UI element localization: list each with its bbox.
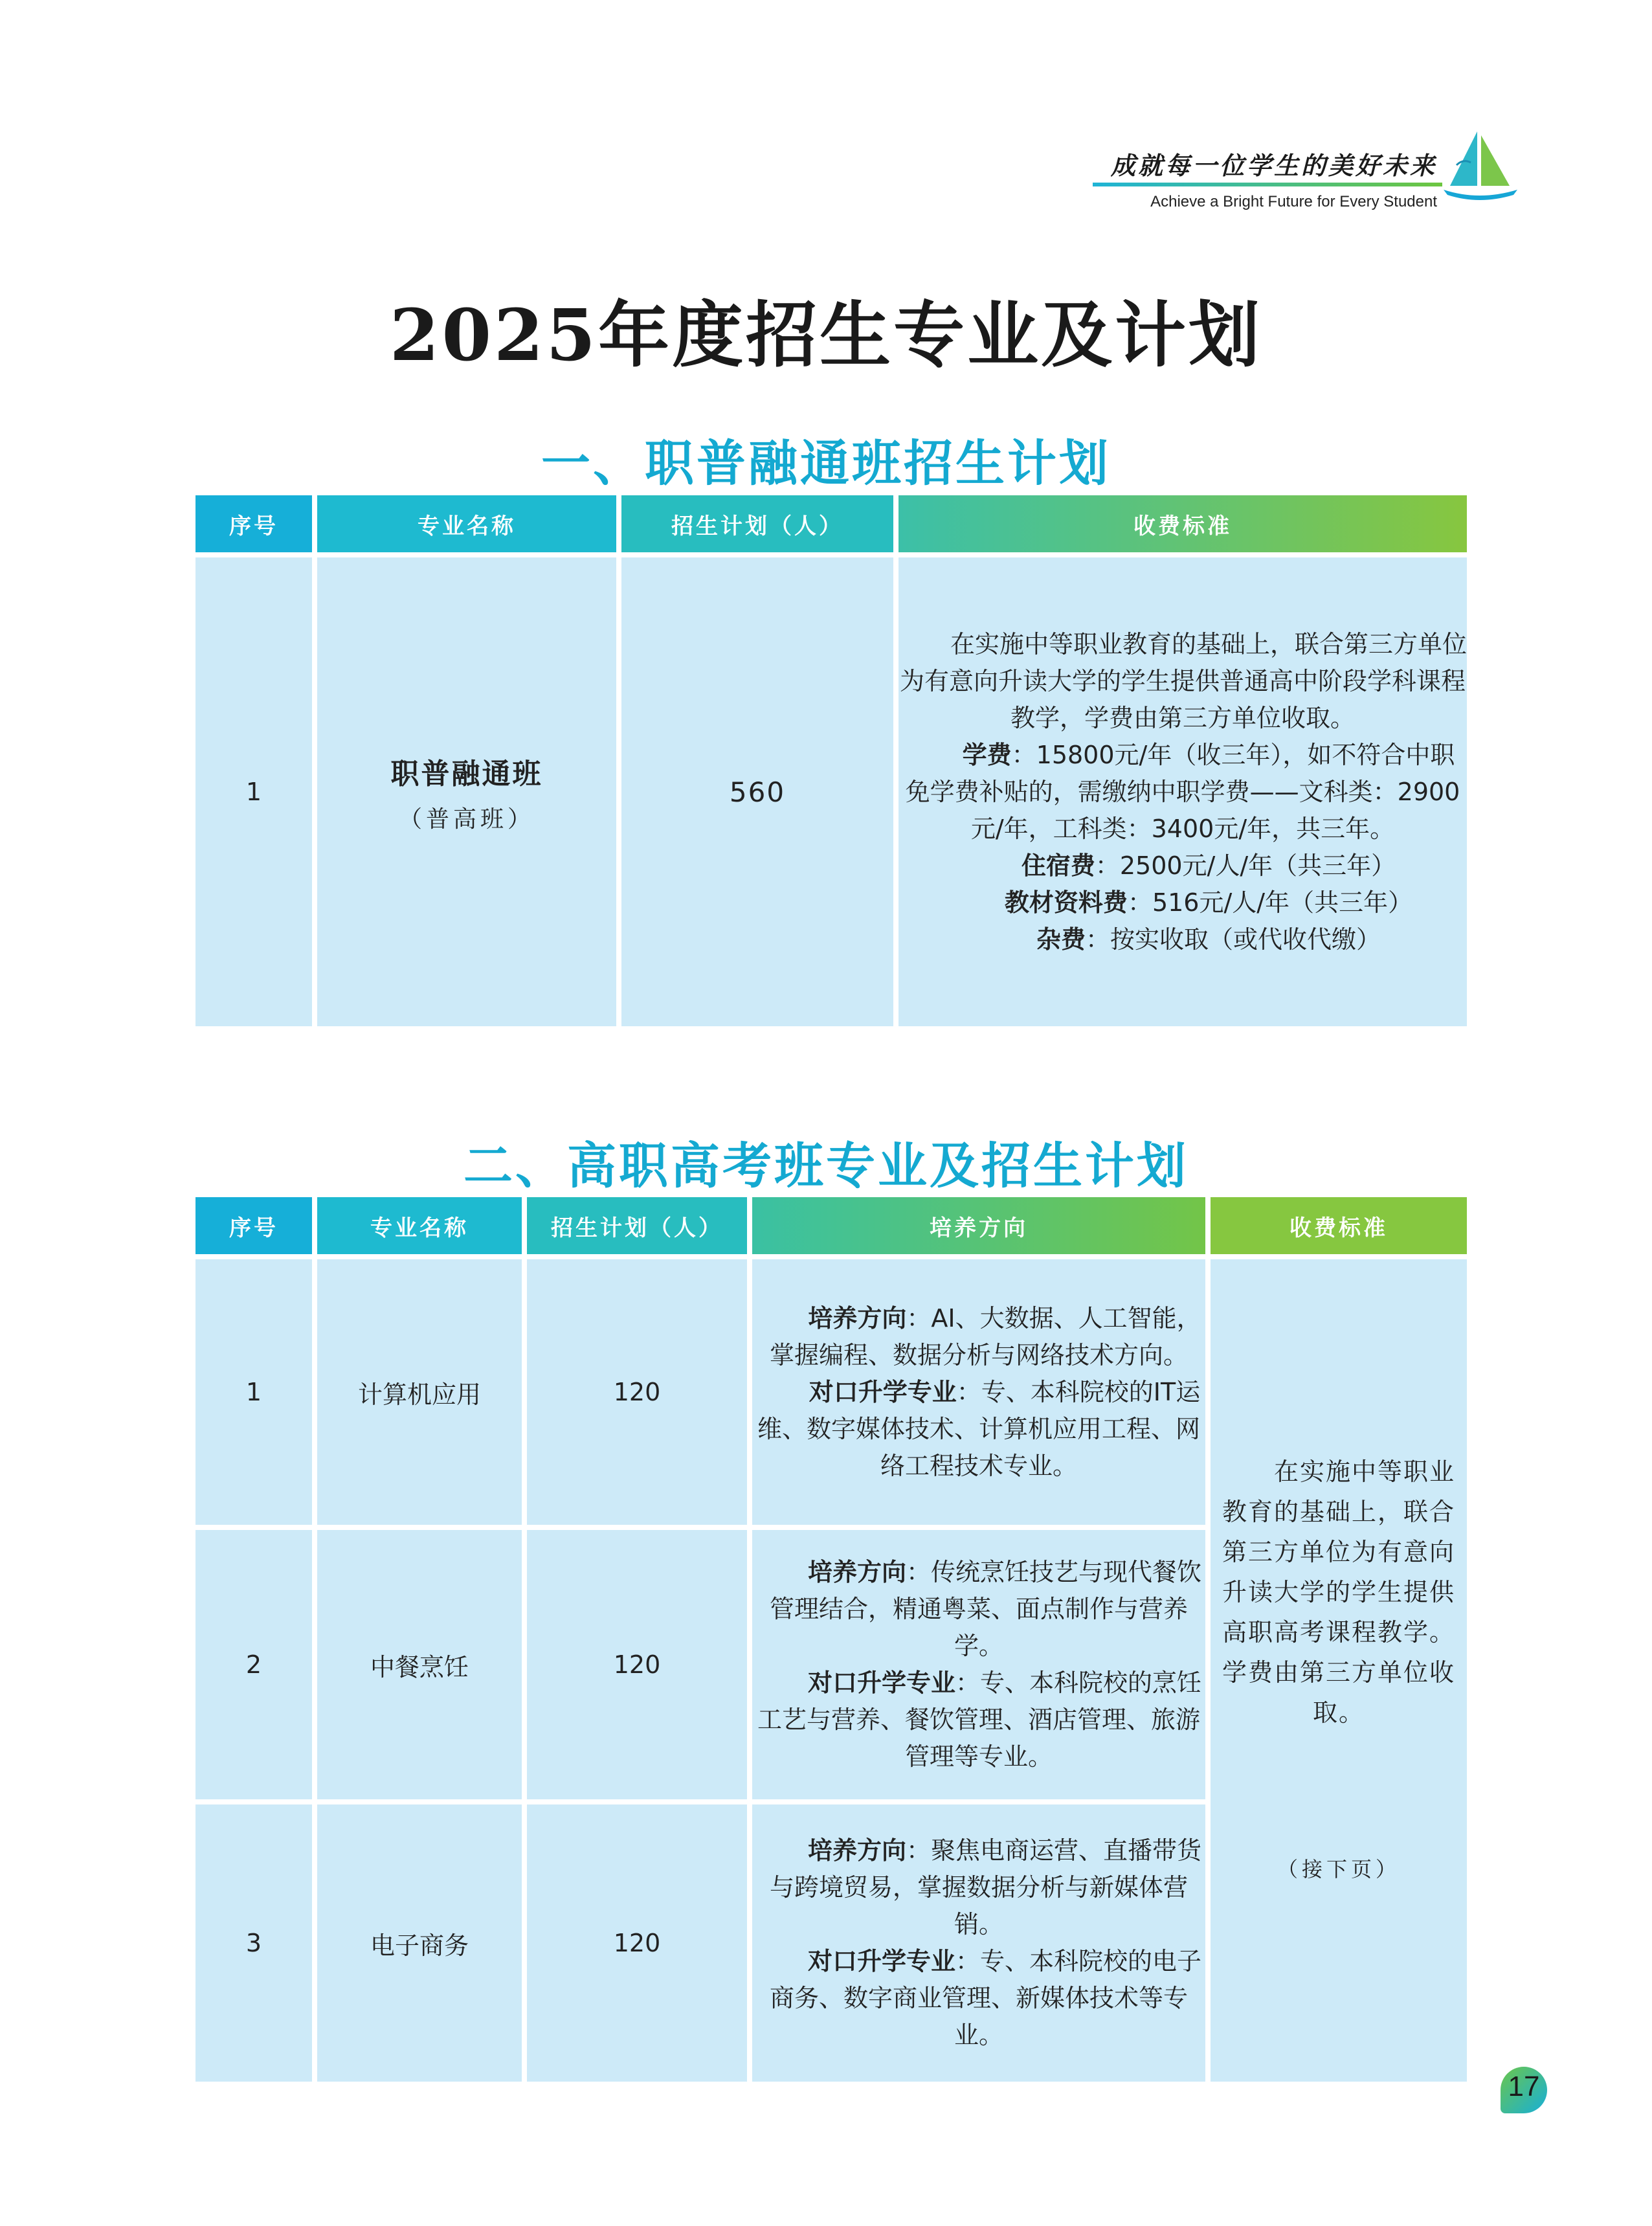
col-header-no: 序号: [195, 1197, 312, 1254]
page-title: 2025年度招生专业及计划: [389, 293, 1263, 377]
header-rule: [1093, 183, 1442, 186]
col-header-plan: 招生计划（人）: [621, 495, 893, 552]
fee-misc: 杂费：按实收取（或代收代缴）: [1036, 925, 1381, 954]
continued-note: （接下页）: [1277, 1857, 1400, 1882]
row-no: 2: [195, 1530, 312, 1799]
major-name: 中餐烹饪: [317, 1530, 522, 1799]
fee-description: [899, 557, 1467, 1026]
table-row: [195, 557, 1467, 1026]
row-no: 1: [195, 1259, 312, 1525]
section1-title: 一、职普融通班招生计划: [541, 434, 1111, 492]
col-header-name: 专业名称: [317, 1197, 522, 1254]
col-header-no: 序号: [195, 495, 312, 552]
major-name: 电子商务: [317, 1804, 522, 2082]
row-no: 1: [195, 557, 312, 1026]
program-name: 职普融通班: [390, 757, 543, 791]
fee-materials: 教材资料费：516元/人/年（共三年）: [1004, 888, 1413, 917]
col-header-plan: 招生计划（人）: [527, 1197, 747, 1254]
fee-tuition: 学费：15800元/年（收三年），如不符合中职免学费补贴的，需缴纳中职学费——文科类：2900元/年，工科类：3400元/年，共三年。: [905, 740, 1460, 843]
col-header-direction: 培养方向: [752, 1197, 1205, 1254]
higher-vocational-table: [190, 1192, 1472, 2087]
page-number: 17: [1501, 2067, 1547, 2113]
enroll-plan: 120: [527, 1259, 747, 1525]
fee-standard: [1211, 1259, 1467, 2082]
fee-standard-text: 在实施中等职业教育的基础上，联合第三方单位为有意向升读大学的学生提供高职高考课程教学。学费由第三方单位收取。: [1222, 1457, 1455, 1727]
sailboat-logo-icon: [1437, 126, 1521, 204]
header-slogan-en: Achieve a Bright Future for Every Student: [1150, 193, 1437, 210]
col-header-name: 专业名称: [317, 495, 616, 552]
enroll-plan: 560: [621, 557, 893, 1026]
enroll-plan: 120: [527, 1804, 747, 2082]
training-direction: 培养方向：AI、大数据、人工智能，掌握编程、数据分析与网络技术方向。 对口升学专业：专、本科院校的IT运维、数字媒体技术、计算机应用工程、网络工程技术专业。: [752, 1259, 1205, 1525]
major-name: 计算机应用: [317, 1259, 522, 1525]
program-subname: （普高班）: [398, 805, 535, 833]
section2-title: 二、高职高考班专业及招生计划: [463, 1137, 1189, 1195]
fee-intro: 在实施中等职业教育的基础上，联合第三方单位为有意向升读大学的学生提供普通高中阶段学科课程教学，学费由第三方单位收取。: [899, 629, 1468, 732]
training-direction: 培养方向：聚焦电商运营、直播带货与跨境贸易，掌握数据分析与新媒体营销。 对口升学专业：专、本科院校的电子商务、数字商业管理、新媒体技术等专业。: [752, 1804, 1205, 2082]
col-header-fee: 收费标准: [899, 495, 1467, 552]
table-row: [195, 1259, 1467, 1525]
program-name-cell: [317, 557, 616, 1026]
col-header-fee: 收费标准: [1211, 1197, 1467, 1254]
vocational-general-table: [190, 490, 1472, 1031]
header-slogan-cn: 成就每一位学生的美好未来: [1110, 151, 1437, 180]
enroll-plan: 120: [527, 1530, 747, 1799]
row-no: 3: [195, 1804, 312, 2082]
fee-dorm: 住宿费：2500元/人/年（共三年）: [1021, 851, 1396, 880]
training-direction: 培养方向：传统烹饪技艺与现代餐饮管理结合，精通粤菜、面点制作与营养学。 对口升学专业：专、本科院校的烹饪工艺与营养、餐饮管理、酒店管理、旅游管理等专业。: [752, 1530, 1205, 1799]
